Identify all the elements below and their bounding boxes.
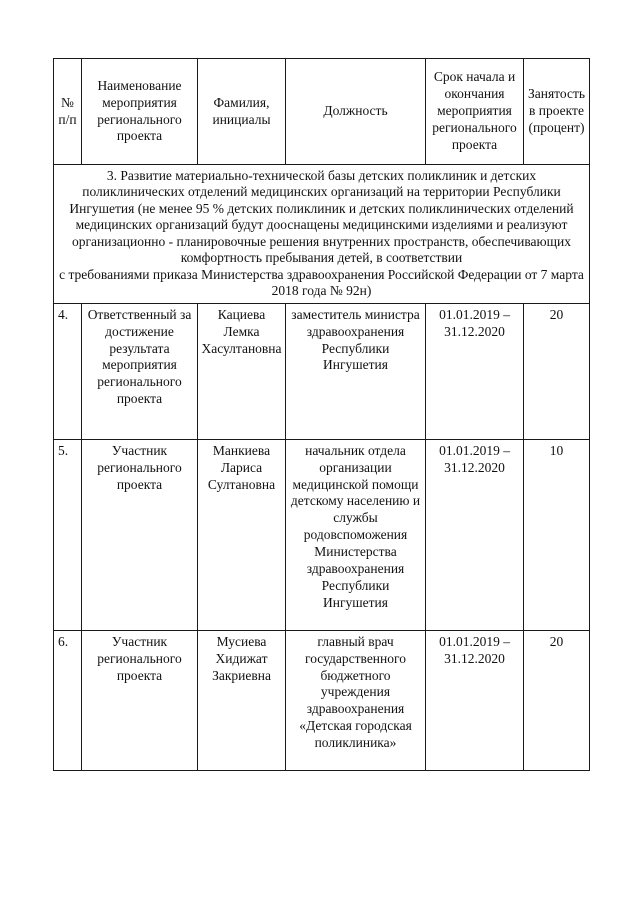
row-position: главный врач государственного бюджетного учреждения здравоохранения «Детская городская поликлиника» (286, 630, 426, 770)
row-position: начальник отдела организации медицинской помощи детскому населению и службы родовспоможения Министерства здравоохранения Республики Ингушетия (286, 439, 426, 630)
header-name: Фамилия, инициалы (198, 59, 286, 165)
table-row (54, 439, 590, 630)
row-share: 10 (524, 439, 590, 630)
row-share: 20 (524, 630, 590, 770)
responsibility-table (53, 58, 590, 771)
header-share: Занятость в проекте (процент) (524, 59, 590, 165)
row-event: Участник регионального проекта (82, 630, 198, 770)
table-row (54, 630, 590, 770)
row-num: 6. (54, 630, 82, 770)
row-name: Манкиева Лариса Султановна (198, 439, 286, 630)
section-title: 3. Развитие материально-технической базы детских поликлиник и детских поликлинических отделений медицинских организаций на территории Республики Ингушетия (не менее 95 % детских поликлиник и детских поликлинических отделений медицинских организаций будут дооснащены медицинскими изделиями и реализуют организационно - планировочные решения внутренних пространств, обеспечивающих комфортность пребывания детей, в соответствии (69, 168, 574, 266)
row-name: Кациева Лемка Хасултановна (198, 303, 286, 439)
table-row (54, 303, 590, 439)
table-header-row (54, 59, 590, 165)
row-term: 01.01.2019 – 31.12.2020 (426, 630, 524, 770)
header-position: Должность (286, 59, 426, 165)
row-term: 01.01.2019 – 31.12.2020 (426, 303, 524, 439)
section-cell (54, 165, 590, 304)
row-share: 20 (524, 303, 590, 439)
row-num: 4. (54, 303, 82, 439)
header-num: № п/п (54, 59, 82, 165)
row-name: Мусиева Хидижат Закриевна (198, 630, 286, 770)
header-term: Срок начала и окончания мероприятия регионального проекта (426, 59, 524, 165)
header-event: Наименование мероприятия регионального проекта (82, 59, 198, 165)
row-event: Ответственный за достижение результата мероприятия регионального проекта (82, 303, 198, 439)
section-title-tail: с требованиями приказа Министерства здравоохранения Российской Федерации от 7 марта 2018 года № 92н) (59, 266, 584, 299)
row-term: 01.01.2019 – 31.12.2020 (426, 439, 524, 630)
row-num: 5. (54, 439, 82, 630)
section-row (54, 165, 590, 304)
row-position: заместитель министра здравоохранения Республики Ингушетия (286, 303, 426, 439)
row-event: Участник регионального проекта (82, 439, 198, 630)
